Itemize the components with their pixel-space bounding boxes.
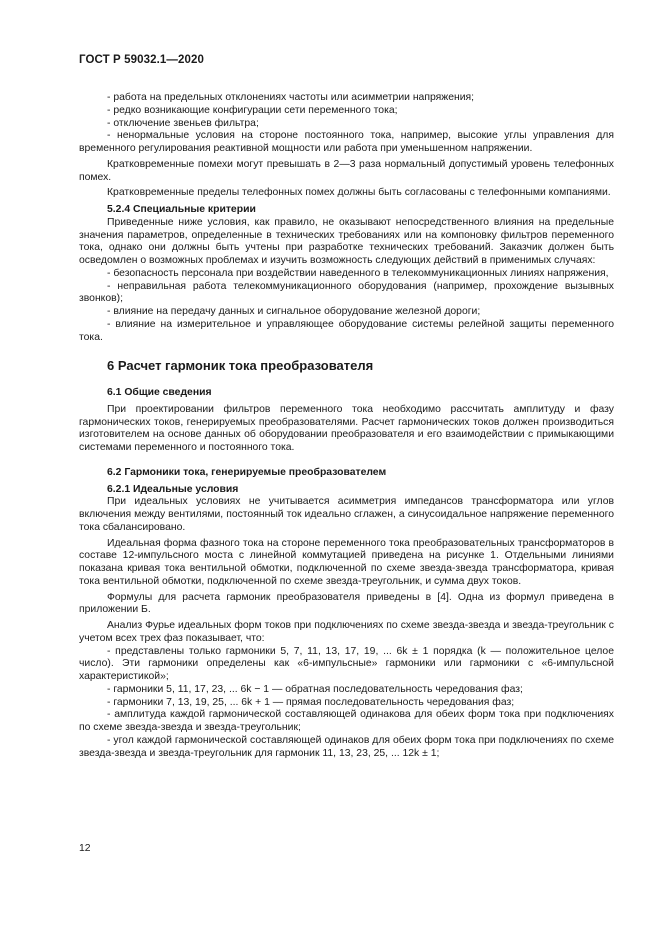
paragraph: Анализ Фурье идеальных форм токов при подключениях по схеме звезда-звезда и звезда-треугольник с учетом всех трех фаз показывает, что: (79, 620, 614, 644)
list-item: - амплитуда каждой гармонической составляющей одинакова для обеих форм тока при подключениях по схеме звезда-звезда и звезда-треугольник; (79, 709, 614, 733)
list-item: - редко возникающие конфигурации сети переменного тока; (107, 104, 398, 116)
list-item: - угол каждой гармонической составляющей одинаков для обеих форм тока при подключениях по схеме звезда-звезда и звезда-треугольник для гармоник 11, 13, 23, 25, ... 12k ± 1; (79, 734, 614, 759)
list-item: - работа на предельных отклонениях частоты или асимметрии напряжения; (107, 92, 475, 103)
list-item: - неправильная работа телекоммуникационного оборудования (например, прохождение вызывных звонков); (79, 280, 614, 305)
section-heading: 5.2.4 Специальные критерии (107, 204, 256, 215)
page-body (79, 92, 614, 760)
list-item: - представлены только гармоники 5, 7, 11, 13, 17, 19, ... 6k ± 1 порядка (k — положительное целое число). Эти гармоники определены как «6-импульсные» гармоники или гармоники с «6-импульсной характеристикой»; (79, 645, 614, 682)
paragraph: При идеальных условиях не учитывается асимметрия импедансов трансформатора или углов включения между вентилями, постоянный ток идеально сглажен, а синусоидальное напряжение переменного тока сбалансировано. (79, 496, 614, 533)
chapter-heading: 6 Расчет гармоник тока преобразователя (107, 358, 374, 374)
document-header: ГОСТ Р 59032.1—2020 (79, 54, 204, 66)
list-item: - влияние на измерительное и управляющее оборудование системы релейной защиты переменного тока. (79, 318, 614, 343)
list-item: - безопасность персонала при воздействии наведенного в телекоммуникационных линиях напряжения, (107, 267, 609, 279)
list-item: - гармоники 7, 13, 19, 25, ... 6k + 1 — прямая последовательность чередования фаз; (107, 696, 515, 708)
paragraph: Формулы для расчета гармоник преобразователя приведены в [4]. Одна из формул приведена в приложении Б. (79, 591, 614, 616)
paragraph: При проектировании фильтров переменного тока необходимо рассчитать амплитуду и фазу гармонических токов, генерируемых преобразователями. Расчет гармонических токов должен производиться изготовителем на основе данных об оборудовании преобразователя и его взаимодействии с примыкающими системами переменного и постоянного тока. (79, 403, 614, 453)
list-item: - ненормальные условия на стороне постоянного тока, например, высокие углы управления для временного регулирования реактивной мощности или работа при уменьшенном напряжении. (79, 130, 614, 154)
paragraph: Идеальная форма фазного тока на стороне переменного тока преобразовательных трансформаторов в составе 12-импульсного моста с линейной коммутацией приведена на рисунке 1. Отдельными линиями показана кривая тока вентильной обмотки, подключенной по схеме звезда-звезда трансформатора, кривая тока вентильной обмотки, подключенной по схеме звезда-треугольник, и сумма двух токов. (79, 537, 614, 587)
list-item: - влияние на передачу данных и сигнальное оборудование железной дороги; (107, 306, 481, 317)
section-heading: 6.1 Общие сведения (107, 387, 212, 398)
paragraph: Приведенные ниже условия, как правило, не оказывают непосредственного влияния на предельные значения параметров, определенные в технических требованиях или на компоновку фильтров переменного тока, однако они должны быть учтены при разработке технических требований. Заказчик должен быть осведомлен о возможных проблемах и изучить возможность следующих действий в применимых случаях: (79, 216, 614, 266)
page-number: 12 (79, 843, 91, 854)
paragraph: Кратковременные пределы телефонных помех должны быть согласованы с телефонными компаниями. (107, 187, 611, 199)
list-item: - отключение звеньев фильтра; (107, 117, 259, 129)
list-item: - гармоники 5, 11, 17, 23, ... 6k − 1 — обратная последовательность чередования фаз; (107, 683, 523, 695)
section-heading: 6.2 Гармоники тока, генерируемые преобразователем (107, 466, 387, 478)
subsection-heading: 6.2.1 Идеальные условия (107, 483, 239, 495)
paragraph: Кратковременные помехи могут превышать в 2—3 раза нормальный допустимый уровень телефонных помех. (79, 158, 614, 183)
